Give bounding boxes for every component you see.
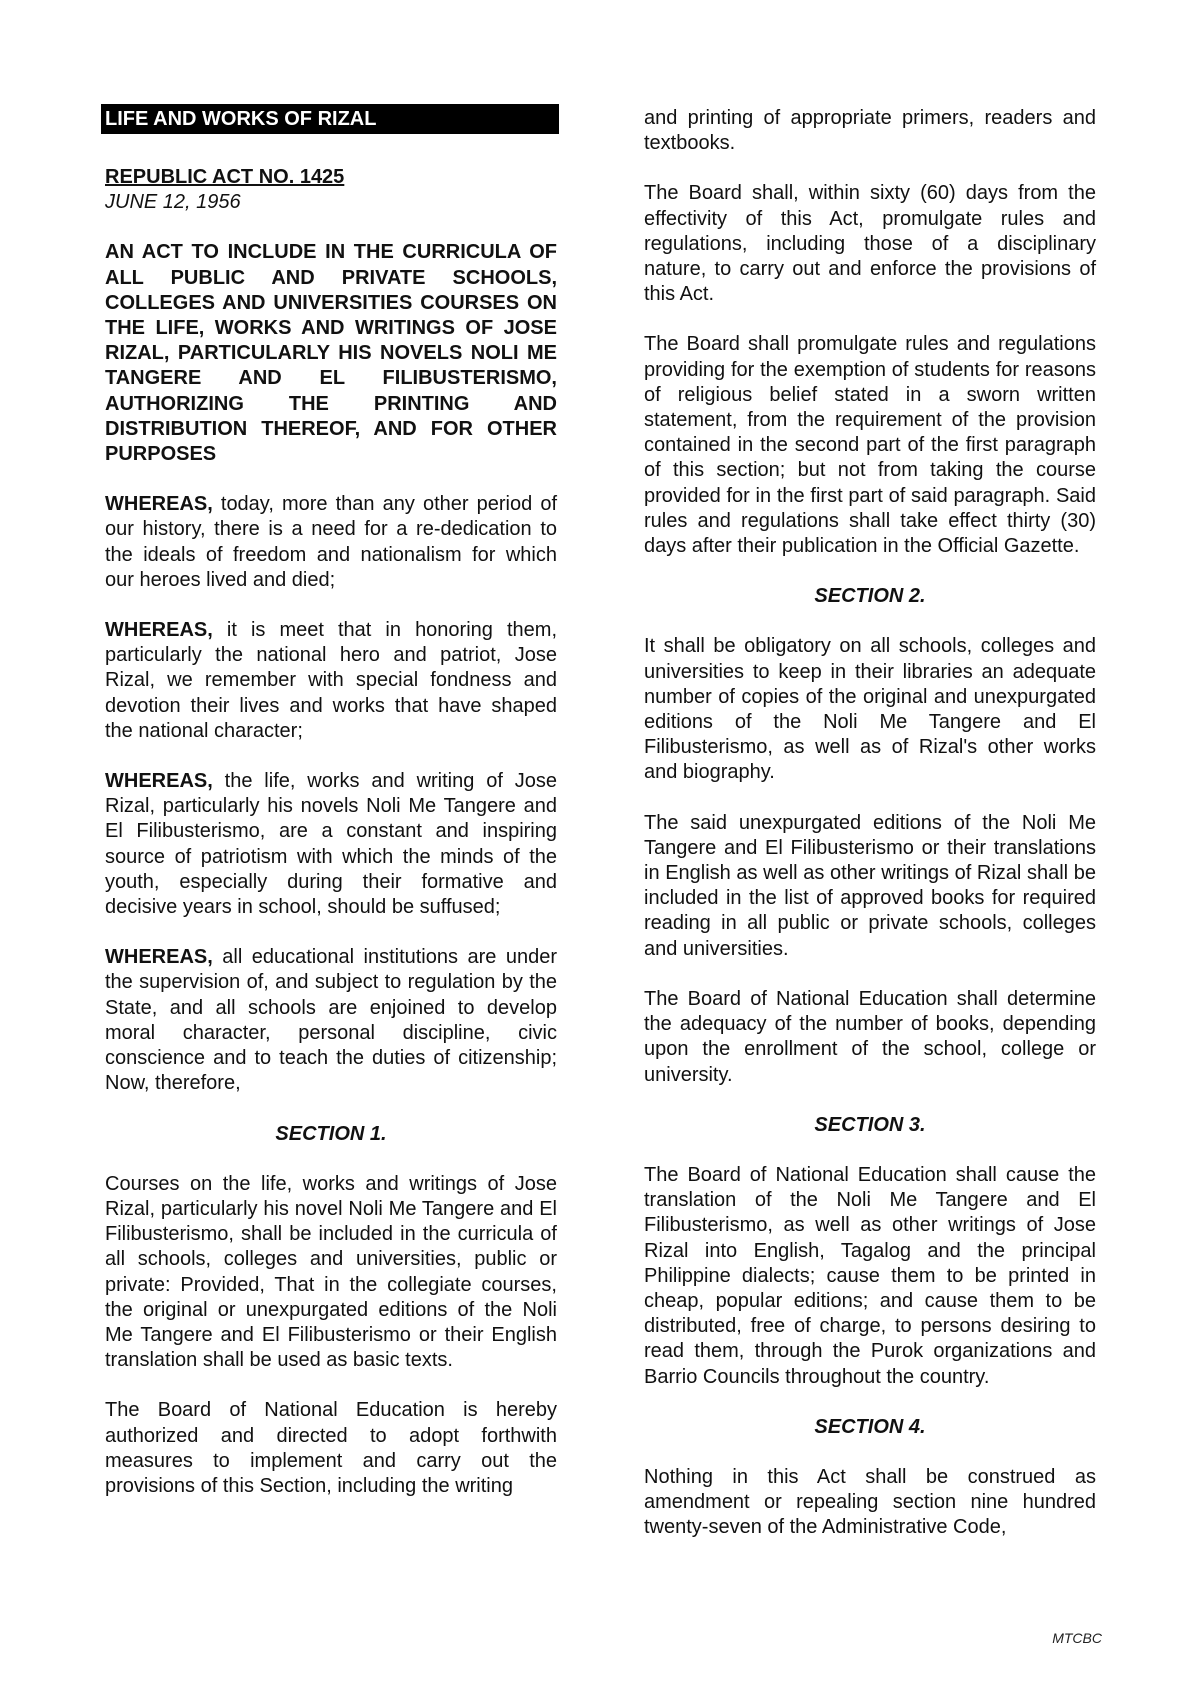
- footer-mark: MTCBC: [1052, 1630, 1102, 1646]
- section-2-heading: SECTION 2.: [814, 585, 926, 608]
- whereas-clause: [105, 492, 557, 593]
- section-3-paragraph: The Board of National Education shall cause the translation of the Noli Me Tangere and El Filibusterismo, as well as other writings of Jose Rizal into English, Tagalog and the principal Philippine dialects; cause them to be printed in cheap, popular editions; and cause them to be distributed, free of charge, to persons desiring to read them, through the Purok organizations and Barrio Councils throughout the country.: [644, 1163, 1096, 1388]
- section-1-paragraph: The Board of National Education is hereby authorized and directed to adopt forthwith measures to implement and carry out the provisions of this Section, including the writing: [105, 1399, 557, 1497]
- whereas-clause: [105, 769, 557, 920]
- whereas-lead: WHEREAS,: [105, 619, 213, 642]
- whereas-clause: [105, 618, 557, 744]
- section-2-paragraph: It shall be obligatory on all schools, colleges and universities to keep in their libraries an adequate number of copies of the original and unexpurgated editions of the Noli Me Tangere and El Filibusterismo, as well as of Rizal's other works and biography.: [644, 635, 1096, 784]
- whereas-text: it is meet that in honoring them, particularly the national hero and patriot, Jose Rizal, we remember with special fondness and devotion their lives and works that have shaped the national character;: [105, 619, 557, 742]
- section-2-paragraph: The Board of National Education shall determine the adequacy of the number of books, depending upon the enrollment of the school, college or university.: [644, 987, 1096, 1086]
- whereas-lead: WHEREAS,: [105, 770, 213, 793]
- section-1-continued-paragraph: The Board shall, within sixty (60) days from the effectivity of this Act, promulgate rules and regulations, including those of a disciplinary nature, to carry out and enforce the provisions of this Act.: [644, 182, 1096, 306]
- section-2-paragraph: The said unexpurgated editions of the Noli Me Tangere and El Filibusterismo or their translations in English as well as other writings of Rizal shall be included in the list of approved books for required reading in all public or private schools, colleges and universities.: [644, 811, 1096, 960]
- whereas-text: all educational institutions are under the supervision of, and subject to regulation by the State, and all schools are enjoined to develop moral character, personal discipline, civic conscience and to teach the duties of citizenship; Now, therefore,: [105, 946, 557, 1095]
- section-1-continued-paragraph: and printing of appropriate primers, readers and textbooks.: [644, 107, 1096, 155]
- whereas-clause: [105, 945, 557, 1096]
- whereas-text: today, more than any other period of our history, there is a need for a re-dedication to the ideals of freedom and nationalism for which our heroes lived and died;: [105, 493, 557, 591]
- act-title: AN ACT TO INCLUDE IN THE CURRICULA OF ALL PUBLIC AND PRIVATE SCHOOLS, COLLEGES AND UNIVERSITIES COURSES ON THE LIFE, WORKS AND WRITINGS OF JOSE RIZAL, PARTICULARLY HIS NOVELS NOLI ME TANGERE AND EL FILIBUSTERISMO, AUTHORIZING THE PRINTING AND DISTRIBUTION THEREOF, AND FOR OTHER PURPOSES: [105, 241, 557, 466]
- subject-header: LIFE AND WORKS OF RIZAL: [101, 104, 559, 134]
- right-column: [644, 106, 1096, 1541]
- act-date: JUNE 12, 1956: [105, 191, 241, 214]
- section-4-heading: SECTION 4.: [814, 1415, 926, 1438]
- left-column: [105, 104, 557, 1499]
- section-1-continued-paragraph: The Board shall promulgate rules and regulations providing for the exemption of students for reasons of religious belief stated in a sworn written statement, from the requirement of the provision contained in the second part of the first paragraph of this section; but not from taking the course provided for in the first part of said paragraph. Said rules and regulations shall take effect thirty (30) days after their publication in the Official Gazette.: [644, 333, 1096, 558]
- section-1-heading: SECTION 1.: [275, 1122, 387, 1145]
- section-3-heading: SECTION 3.: [814, 1113, 926, 1136]
- whereas-text: the life, works and writing of Jose Rizal, particularly his novels Noli Me Tangere and El Filibusterismo, are a constant and inspiring source of patriotism with which the minds of the youth, especially during their formative and decisive years in school, should be suffused;: [105, 770, 557, 919]
- whereas-lead: WHEREAS,: [105, 493, 213, 516]
- whereas-lead: WHEREAS,: [105, 946, 213, 969]
- section-4-paragraph: Nothing in this Act shall be construed as amendment or repealing section nine hundred twenty-seven of the Administrative Code,: [644, 1465, 1096, 1539]
- section-1-paragraph: Courses on the life, works and writings of Jose Rizal, particularly his novel Noli Me Tangere and El Filibusterismo, shall be included in the curricula of all schools, colleges and universities, public or private: Provided, That in the collegiate courses, the original or unexpurgated editions of the Noli Me Tangere and El Filibusterismo or their English translation shall be used as basic texts.: [105, 1172, 557, 1372]
- act-number: REPUBLIC ACT NO. 1425: [105, 166, 345, 188]
